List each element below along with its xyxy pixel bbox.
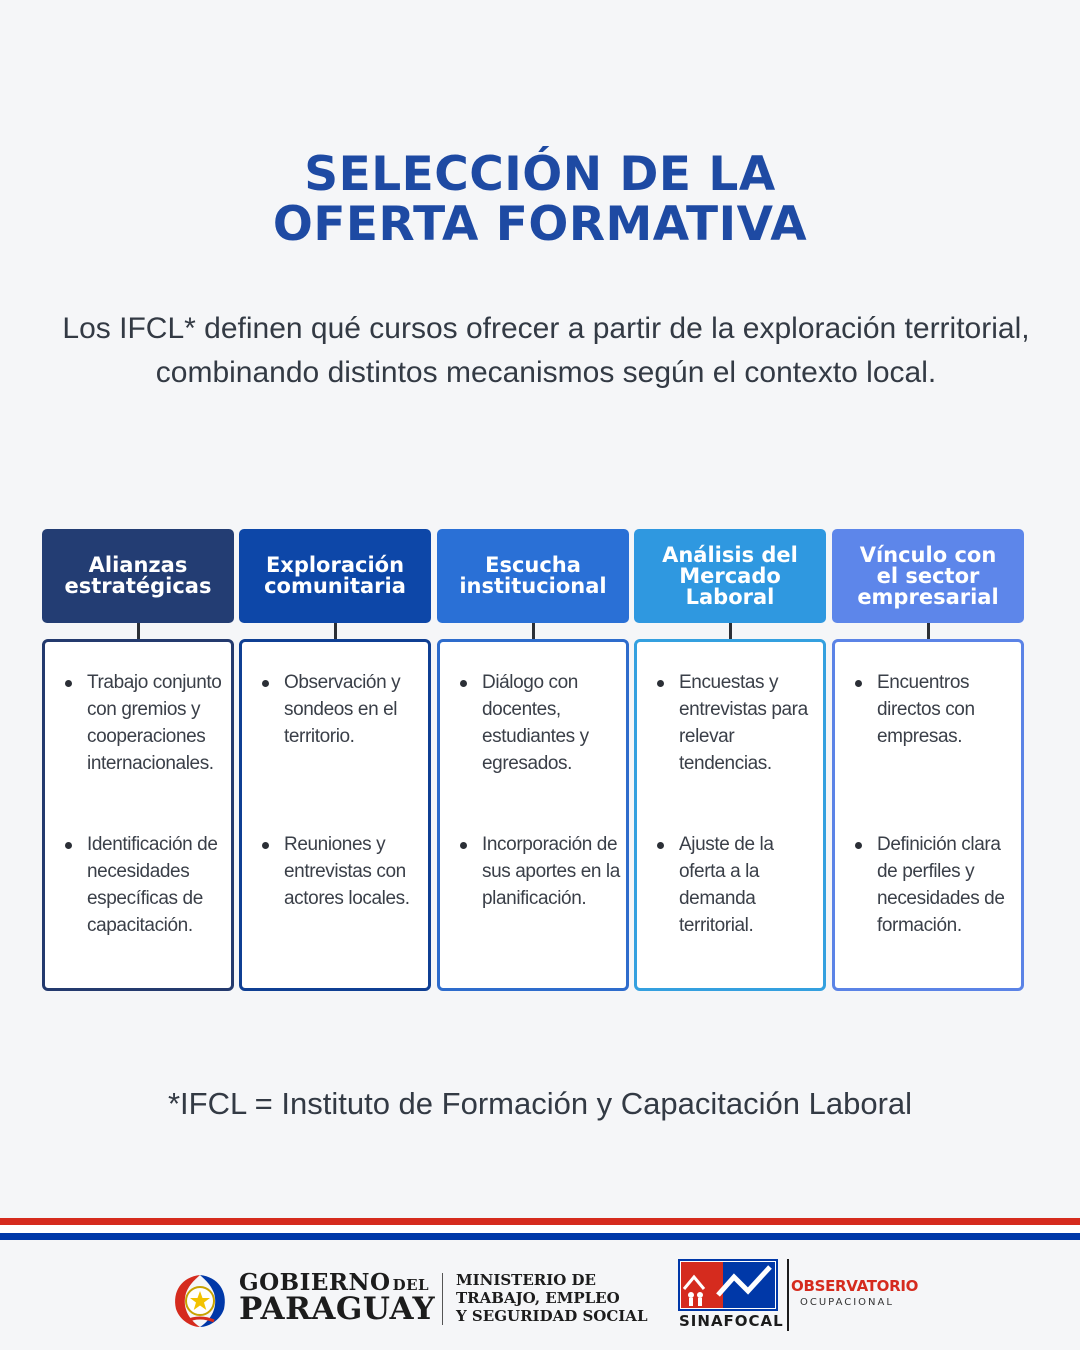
column-header [634,529,826,623]
observatorio-label: OBSERVATORIO [791,1277,919,1295]
bullet-icon [65,842,72,849]
column-header [437,529,629,623]
column-card [42,639,234,991]
column-alianzas [42,529,234,991]
bullet-icon [855,680,862,687]
footer-logos [0,1255,1080,1335]
connector-line [927,623,930,639]
bullet-icon [460,680,467,687]
list-item-text: Observación y sondeos en el territorio. [284,672,401,747]
column-header-line: comunitaria [264,574,406,598]
column-vinculo [832,529,1024,991]
list-item-text: Diálogo con docentes, estudiantes y egresados. [482,672,589,774]
list-item-text: Encuentros directos con empresas. [877,672,975,747]
bullet-icon [262,842,269,849]
mechanisms-columns [42,529,1024,991]
column-header-line: Alianzas [88,553,188,577]
column-card [832,639,1024,991]
bullet-icon [65,680,72,687]
connector-line [334,623,337,639]
column-escucha [437,529,629,991]
page-title [0,147,1080,252]
ocupacional-label: OCUPACIONAL [800,1297,894,1308]
column-header-line: Vínculo con [859,542,997,567]
bullet-icon [855,842,862,849]
bullet-icon [262,680,269,687]
column-analisis [634,529,826,991]
list-item-text: Identificación de necesidades específicas de capacitación. [87,834,218,936]
list-item-text: Ajuste de la oferta a la demanda territorial. [679,834,774,936]
connector-line [137,623,140,639]
bullet-icon [657,680,664,687]
list-item-text: Definición clara de perfiles y necesidades de formación. [877,834,1005,936]
ministerio-line: Y SEGURIDAD SOCIAL [456,1307,648,1325]
intro-text: Los IFCL* definen qué cursos ofrecer a partir de la exploración territorial, combinando distintos mecanismos según el contexto local. [62,312,1030,389]
list-item-text: Trabajo conjunto con gremios y cooperaciones internacionales. [87,672,222,774]
column-header-line: empresarial [857,584,999,609]
bullet-icon [460,842,467,849]
column-header-line: Laboral [685,584,775,609]
national-seal-icon [168,1269,232,1329]
bullet-icon [657,842,664,849]
column-card [437,639,629,991]
gobierno-word: GOBIERNO [239,1269,391,1296]
column-header [42,529,234,623]
flag-stripe-red [0,1218,1080,1225]
column-header-line: el sector [876,563,980,588]
page-title-line-2: OFERTA FORMATIVA [272,197,808,252]
ministerio-line: TRABAJO, EMPLEO [456,1289,620,1307]
ministerio-name [456,1271,647,1325]
flag-stripe-white [0,1225,1080,1233]
sinafocal-logo-icon [678,1259,778,1311]
column-header-line: Exploración [265,553,405,577]
list-item-text: Encuestas y entrevistas para relevar tendencias. [679,672,808,774]
column-card [634,639,826,991]
sinafocal-label: SINAFOCAL [679,1312,784,1330]
column-header-line: institucional [459,574,607,598]
footnote: *IFCL = Instituto de Formación y Capacitación Laboral [167,1086,913,1121]
footer-divider [787,1259,789,1331]
page-title-line-1: SELECCIÓN DE LA [304,147,776,202]
list-item-text: Incorporación de sus aportes en la planificación. [482,834,620,909]
column-header-line: Análisis del [662,542,798,567]
column-header-line: Mercado [679,563,781,588]
gobierno-del: DEL [392,1276,430,1294]
column-card [239,639,431,991]
ministerio-line: MINISTERIO DE [456,1271,596,1289]
column-exploracion [239,529,431,991]
column-header-line: Escucha [485,553,581,577]
footer-divider [442,1273,443,1325]
column-header [832,529,1024,623]
connector-line [532,623,535,639]
flag-stripe-blue [0,1233,1080,1240]
connector-line [729,623,732,639]
column-header [239,529,431,623]
gobierno-line-2: PARAGUAY [239,1291,436,1327]
list-item-text: Reuniones y entrevistas con actores locales. [284,834,410,909]
column-header-line: estratégicas [64,574,212,598]
